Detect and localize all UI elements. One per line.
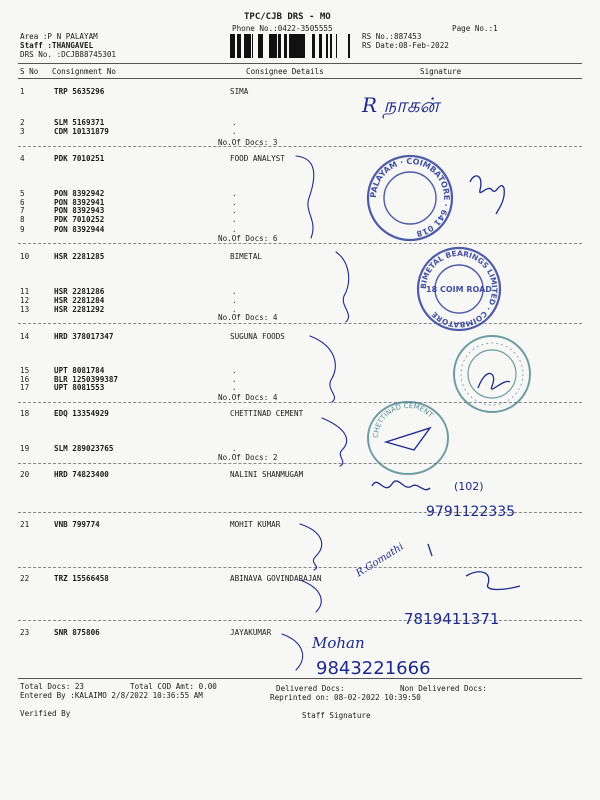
row-consignee: ABINAVA GOVINDARAJAN: [230, 574, 322, 583]
row-consignment: HSR 2281292: [54, 305, 105, 314]
row-sno: 15: [20, 366, 30, 375]
doc-count: No.Of Docs: 4: [218, 313, 278, 322]
row-consignment: PDK 7010251: [54, 154, 105, 163]
row-consignee: .: [232, 198, 237, 207]
row-sno: 12: [20, 296, 30, 305]
row-sno: 1: [20, 87, 25, 96]
row-sno: 13: [20, 305, 30, 314]
row-consignee: MOHIT KUMAR: [230, 520, 281, 529]
row-consignment: VNB 799774: [54, 520, 100, 529]
row-consignment: HSR 2281286: [54, 287, 105, 296]
row-consignee: CHETTINAD CEMENT: [230, 409, 304, 418]
brace-group-4: [296, 156, 314, 238]
brace-group-21: [300, 524, 322, 570]
row-consignment: UPT 8081553: [54, 383, 105, 392]
rs-date: RS Date:08-Feb-2022: [362, 41, 449, 50]
row-sno: 20: [20, 470, 30, 479]
row-consignment: PON 8392941: [54, 198, 105, 207]
row-consignee: .: [232, 296, 237, 305]
doc-count: No.Of Docs: 3: [218, 138, 278, 147]
brace-group-18: [322, 418, 347, 466]
row-consignment: PON 8392942: [54, 189, 105, 198]
row-sno: 2: [20, 118, 25, 127]
stamp-chettinad-text: CHETTINAD CEMENT: [371, 401, 435, 439]
row-sno: 23: [20, 628, 30, 637]
total-cod: Total COD Amt: 0.00: [130, 682, 217, 691]
row-sno: 21: [20, 520, 30, 529]
row-consignee: JAYAKUMAR: [230, 628, 272, 637]
stamp-food-text: PALAYAM · COIMBATORE · 641 018: [368, 156, 452, 239]
page-number: Page No.:1: [452, 24, 498, 33]
row-sno: 6: [20, 198, 25, 207]
row-sno: 16: [20, 375, 30, 384]
doc-count: No.Of Docs: 2: [218, 453, 278, 462]
phone-number: Phone No.:0422-3505555: [232, 24, 333, 33]
stamp-chettinad: [364, 398, 452, 478]
brace-group-10: [336, 252, 349, 322]
row-consignee: .: [232, 383, 237, 392]
row-consignment: TRP 5635296: [54, 87, 105, 96]
row-sno: 22: [20, 574, 30, 583]
row-consignee: NALINI SHANMUGAM: [230, 470, 304, 479]
row-consignment: HSR 2281284: [54, 296, 105, 305]
signature-row4: [470, 176, 504, 214]
row-consignment: HSR 2281285: [54, 252, 105, 261]
row-consignment: SLM 289023765: [54, 444, 114, 453]
rs-number: RS No.:887453: [362, 32, 422, 41]
stamp-bimetal: [414, 244, 504, 334]
phone-row20: 9791122335: [426, 504, 516, 520]
signature-row1: R நாகன்: [362, 93, 439, 117]
document-title: TPC/CJB DRS - MO: [244, 12, 331, 22]
row-consignment: SLM 5169371: [54, 118, 105, 127]
row-consignee: .: [232, 444, 237, 453]
non-delivered-docs: Non Delivered Docs:: [400, 684, 487, 693]
row-consignee: .: [232, 225, 237, 234]
tick-row21: [428, 544, 432, 556]
signature-row22: [466, 572, 520, 590]
total-docs: Total Docs: 23: [20, 682, 85, 691]
stamp-food-analyst: [364, 152, 456, 244]
brace-group-23: [282, 634, 303, 670]
row-sno: 5: [20, 189, 25, 198]
verified-by: Verified By: [20, 709, 71, 718]
row-consignee: .: [232, 127, 237, 136]
row-consignee: .: [232, 215, 237, 224]
row-consignment: PON 8392943: [54, 206, 105, 215]
brace-group-14: [310, 336, 335, 402]
name-row23: Mohan: [312, 634, 365, 652]
row-sno: 8: [20, 215, 25, 224]
row-consignment: PON 8392944: [54, 225, 105, 234]
row-consignment: CDM 10131879: [54, 127, 109, 136]
area: Area :P N PALAYAM: [20, 32, 98, 41]
doc-count: No.Of Docs: 4: [218, 393, 278, 402]
entered-by: Entered By :KALAIMO 2/8/2022 10:36:55 AM: [20, 691, 203, 700]
row-consignment: HRD 378017347: [54, 332, 114, 341]
row-sno: 10: [20, 252, 30, 261]
reprinted-on: Reprinted on: 08-02-2022 10:39:50: [270, 693, 421, 702]
row-sno: 17: [20, 383, 30, 392]
staff-signature: Staff Signature: [302, 711, 371, 720]
stamp-suguna: [450, 332, 534, 416]
brace-group-22: [300, 580, 321, 612]
row-sno: 9: [20, 225, 25, 234]
row-sno: 14: [20, 332, 30, 341]
row-consignee: .: [232, 305, 237, 314]
col-consignment: Consignment No: [52, 67, 117, 76]
doc-count: No.Of Docs: 6: [218, 234, 278, 243]
row-consignment: BLR 1250399387: [54, 375, 119, 384]
row-sno: 18: [20, 409, 30, 418]
row-consignee: .: [232, 366, 237, 375]
row-consignment: PDK 7010252: [54, 215, 105, 224]
stamp-bimetal-text: BIMETAL BEARINGS LIMITED · COIMBATORE: [418, 248, 500, 330]
row-consignee: FOOD ANALYST: [230, 154, 285, 163]
signature-row20: [372, 481, 430, 490]
row-consignee: .: [232, 189, 237, 198]
row-sno: 11: [20, 287, 30, 296]
row-sno: 4: [20, 154, 25, 163]
stamp-bimetal-center: 18 COIM ROAD: [426, 285, 492, 294]
signature-row21: R.Gomathi: [354, 541, 406, 580]
row-consignee: .: [232, 118, 237, 127]
row-consignee: SUGUNA FOODS: [230, 332, 285, 341]
phone-row23: 9843221666: [316, 658, 431, 679]
svg-text:CHETTINAD CEMENT: [372, 402, 435, 438]
row-consignment: HRD 74823400: [54, 470, 109, 479]
row-consignment: UPT 8081784: [54, 366, 105, 375]
delivered-docs: Delivered Docs:: [276, 684, 345, 693]
row-consignment: SNR 875806: [54, 628, 100, 637]
phone-row22: 7819411371: [404, 610, 500, 628]
drs-number: DRS No. :DCJB88745301: [20, 50, 117, 59]
row-consignee: SIMA: [230, 87, 249, 96]
note-row20: (102): [454, 480, 484, 493]
row-consignment: TRZ 15566458: [54, 574, 109, 583]
col-consignee: Consignee Details: [246, 67, 324, 76]
col-signature: Signature: [420, 67, 462, 76]
staff: Staff :THANGAVEL: [20, 41, 94, 50]
row-consignee: .: [232, 287, 237, 296]
row-consignment: EDQ 13354929: [54, 409, 109, 418]
col-sno: S No: [20, 67, 39, 76]
row-sno: 3: [20, 127, 25, 136]
row-consignee: .: [232, 375, 237, 384]
row-consignee: BIMETAL: [230, 252, 263, 261]
row-consignee: .: [232, 206, 237, 215]
svg-text:PALAYAM · COIMBATORE · 641 018: [369, 157, 451, 238]
row-sno: 19: [20, 444, 30, 453]
row-sno: 7: [20, 206, 25, 215]
